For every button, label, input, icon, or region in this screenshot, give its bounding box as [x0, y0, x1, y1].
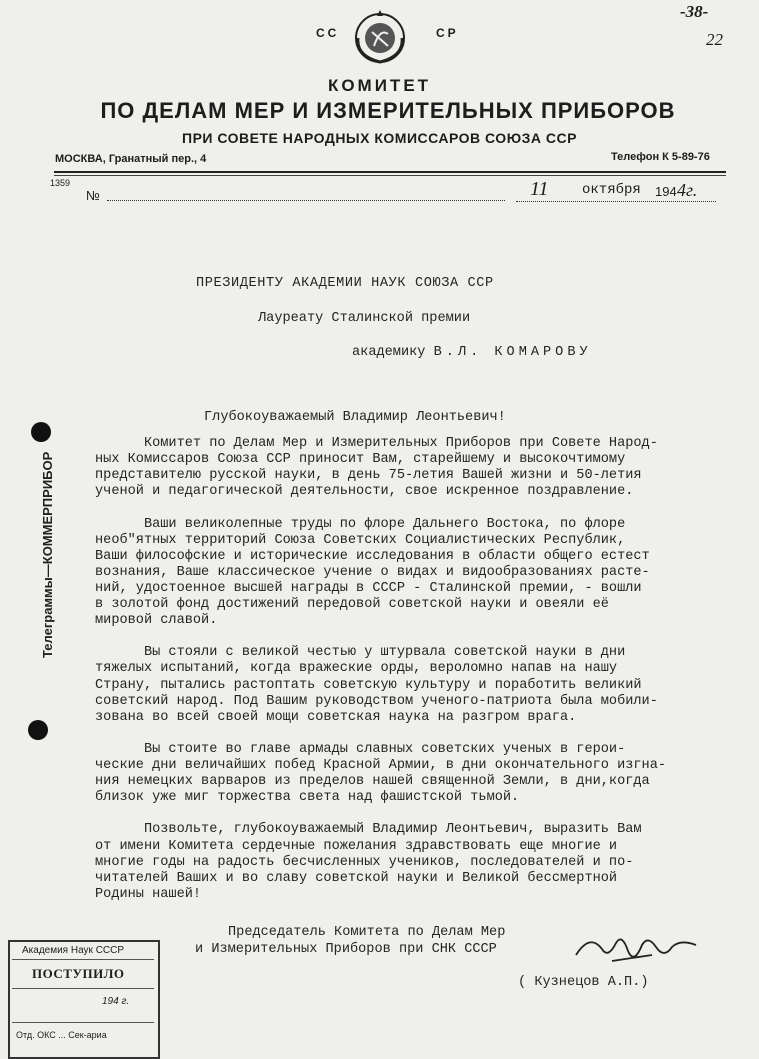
- body-line: Позвольте, глубокоуважаемый Владимир Леонтьевич, выразить Вам: [95, 822, 642, 838]
- date-line: [516, 201, 716, 202]
- address: МОСКВА, Гранатный пер., 4: [55, 153, 207, 165]
- addressee-line-1: ПРЕЗИДЕНТУ АКАДЕМИИ НАУК СОЮЗА ССР: [196, 276, 494, 291]
- body-line: вознания, Ваше классическое учение о видах и видообразованиях расте-: [95, 564, 650, 580]
- body-line: мировой славой.: [95, 613, 218, 629]
- body-line: читателей Ваших и во славу советской науки и Великой бессмертной: [95, 870, 618, 886]
- ussr-right-text: СР: [436, 26, 459, 40]
- committee-title: КОМИТЕТ: [327, 76, 432, 95]
- stamp-bottom: Отд. ОКС ... Сек-ариа: [16, 1030, 107, 1040]
- header-rule: [54, 171, 726, 173]
- body-line: Родины нашей!: [95, 886, 202, 902]
- punch-hole-lower: [28, 720, 48, 740]
- signature-line-1: Председатель Комитета по Делам Мер: [228, 925, 506, 940]
- stamp-rule: [12, 959, 154, 960]
- body-line: ний, удостоенное высшей награды в СССР - Сталинской премии, - вошли: [95, 580, 642, 596]
- phone: Телефон К 5-89-76: [611, 151, 710, 163]
- received-stamp: [8, 940, 160, 1059]
- stamp-org: Академия Наук СССР: [22, 945, 125, 956]
- date-year-prefix: 194: [655, 184, 677, 199]
- body-line: многие годы на радость бесчисленных учеников, последователей и по-: [95, 854, 634, 870]
- body-line: близок уже миг торжества света над фашистской тьмой.: [95, 790, 520, 806]
- body-line: Страну, пытались растоптать советскую культуру и поработить великий: [95, 677, 642, 693]
- state-emblem-icon: [350, 8, 410, 68]
- body-line: советский народ. Под Вашим руководством ученого-патриота была мобили-: [95, 693, 658, 709]
- signature-line-2: и Измерительных Приборов при СНК СССР: [195, 942, 497, 957]
- body-line: Ваши великолепные труды по флоре Дальнего Востока, по флоре: [95, 516, 626, 532]
- date-month: октября: [582, 182, 641, 198]
- stamp-rule: [12, 988, 154, 989]
- body-line: зована во всей своей мощи советская наука на разгром врага.: [95, 709, 577, 725]
- body-line: в золотой фонд достижений передовой советской науки и овеяли её: [95, 597, 609, 612]
- page-number-2: 22: [706, 30, 723, 49]
- body-line: необ"ятных территорий Союза Советских Социалистических Республик,: [95, 532, 626, 548]
- date-day: 11: [530, 178, 549, 200]
- body-line: ческие дни величайших побед Красной Армии, в дни окончательного изгна-: [95, 758, 667, 773]
- stamp-year: 194 г.: [102, 996, 130, 1007]
- number-line: [107, 200, 505, 201]
- body-line: Комитет по Делам Мер и Измерительных Приборов при Совете Народ-: [95, 436, 658, 451]
- stamp-rule: [12, 1022, 154, 1023]
- body-line: ных Комиссаров Союза ССР приносит Вам, старейшему и высокочтимому: [95, 452, 626, 468]
- addressee-line-3: [352, 345, 592, 360]
- punch-hole-upper: [31, 422, 51, 442]
- signatory-name: ( Кузнецов А.П.): [518, 975, 649, 990]
- department-title: ПО ДЕЛАМ МЕР И ИЗМЕРИТЕЛЬНЫХ ПРИБОРОВ: [100, 98, 676, 123]
- addressee-name: В.Л. КОМАРОВУ: [433, 345, 592, 360]
- body-line: от имени Комитета сердечные пожелания здравствовать еще многие и: [95, 838, 618, 854]
- handwritten-signature: [572, 925, 702, 975]
- body-line: тяжелых испытаний, когда вражеские орды, вероломно напав на нашу: [95, 661, 618, 677]
- body-line: представителю русской науки, в день 75-летия Вашей жизни и 50-летия: [95, 468, 642, 484]
- date-year-suffix: 4г.: [677, 180, 698, 200]
- header-rule-thin: [54, 175, 726, 176]
- council-subtitle: ПРИ СОВЕТЕ НАРОДНЫХ КОМИССАРОВ СОЮЗА ССР: [182, 130, 577, 146]
- svg-text:Телеграммы—КОММЕРПРИБОР: Телеграммы—КОММЕРПРИБОР: [40, 451, 55, 658]
- body-line: Вы стояли с великой честью у штурвала советской науки в дни: [95, 645, 626, 661]
- ussr-left-text: СС: [316, 26, 340, 40]
- greeting: Глубокоуважаемый Владимир Леонтьевич!: [204, 410, 506, 425]
- body-line: ния немецких варваров из пределов нашей священной Земли, в дни,когда: [95, 774, 650, 790]
- margin-telegram-text: [36, 413, 58, 663]
- addressee-line-2: Лауреату Сталинской премии: [258, 311, 471, 326]
- body-line: Вы стоите во главе армады славных советских ученых в герои-: [95, 741, 626, 757]
- stamp-received: ПОСТУПИЛО: [32, 966, 125, 981]
- number-label: №: [86, 188, 100, 203]
- body-line: Ваши философские и исторические исследования в области общего естест: [95, 548, 650, 564]
- doc-code: 1359: [50, 178, 71, 188]
- addressee-title: академику: [352, 345, 426, 360]
- body-line: ученой и педагогической деятельности, свое искренное поздравление.: [95, 484, 634, 500]
- page-number: -38-: [680, 2, 709, 21]
